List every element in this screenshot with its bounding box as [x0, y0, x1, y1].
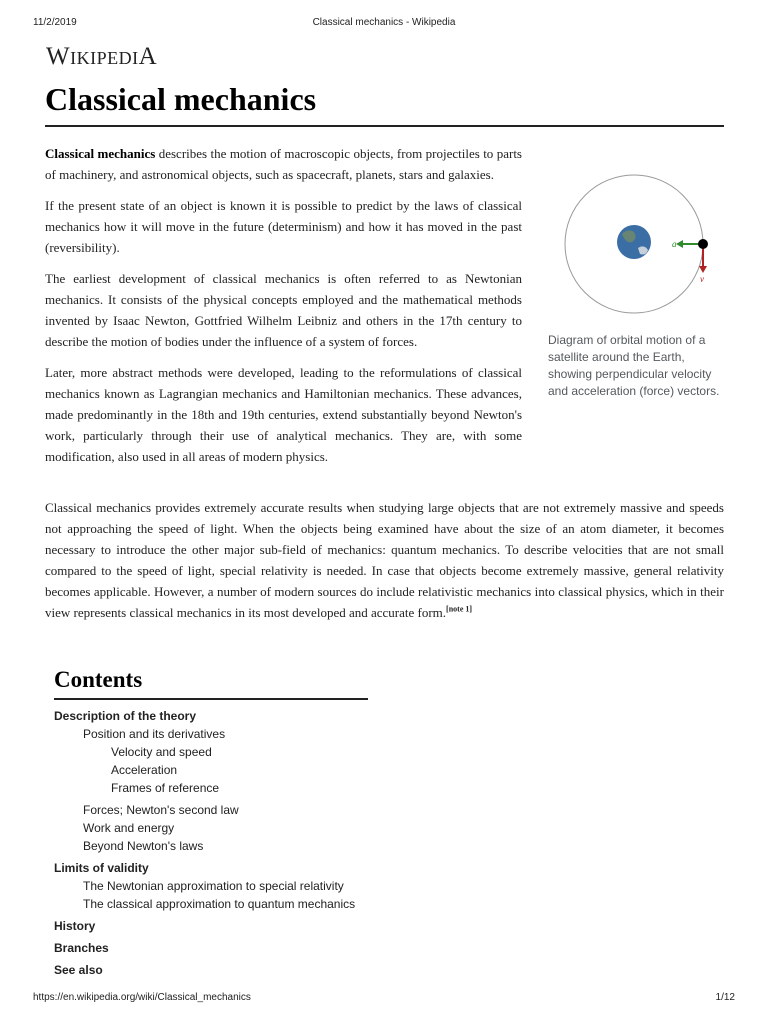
page-number: 1/12 [715, 992, 735, 1003]
orbit-figure [548, 168, 728, 400]
wikipedia-wordmark[interactable] [46, 43, 157, 71]
toc-item-classical-approx[interactable]: The classical approximation to quantum mechanics [83, 897, 356, 911]
orbit-diagram[interactable] [548, 168, 728, 328]
toc-divider [54, 698, 368, 700]
toc-item-forces[interactable]: Forces; Newton's second law [83, 803, 239, 817]
velocity-label: v [700, 274, 704, 284]
scope-text: Classical mechanics provides extremely accurate results when studying large objects that are not extremely massive and speeds not approaching the speed of light. When the objects being examined have about the size of an atom diameter, it becomes necessary to introduce the other major sub-field of mechanics: quantum mechanics. To describe velocities that are not small compared to the speed of light, special relativity is needed. In case that objects become extremely massive, general relativity becomes applicable. However, a number of modern sources do include relativistic mechanics into classical physics, which in their view represents classical mechanics in its most developed and accurate form. [45, 500, 724, 620]
figure-caption: Diagram of orbital motion of a satellite around the Earth, showing perpendicular velocity and acceleration (force) vectors. [548, 333, 720, 398]
paragraph-intro [45, 143, 522, 185]
print-url: https://en.wikipedia.org/wiki/Classical_mechanics [33, 992, 251, 1003]
wordmark-middle: IKIPEDI [70, 48, 139, 68]
acceleration-arrowhead [676, 240, 683, 248]
paragraph-scope [45, 497, 724, 623]
acceleration-label: a [672, 239, 677, 249]
toc-item-history[interactable]: History [54, 919, 96, 933]
toc-item-work[interactable]: Work and energy [83, 821, 175, 835]
table-of-contents [54, 664, 374, 979]
earth-globe [617, 225, 651, 259]
scope-section [45, 497, 724, 623]
title-divider [45, 125, 724, 127]
intro-text: describes the motion of macroscopic objects, from projectiles to parts of machinery, and astronomical objects, such as spacecraft, planets, stars and galaxies. [45, 146, 522, 182]
toc-item-position[interactable]: Position and its derivatives [83, 727, 226, 741]
paragraph-newtonian: The earliest development of classical mechanics is often referred to as Newtonian mechanics. It consists of the physical concepts employed and the mathematical methods invented by Isaac Newton, Gottfried Wilhelm Leibniz and others in the 17th century to describe the motion of bodies under the influence of a system of forces. [45, 271, 522, 349]
toc-item-acceleration[interactable]: Acceleration [111, 763, 178, 777]
toc-item-newtonian-approx[interactable]: The Newtonian approximation to special relativity [83, 879, 344, 893]
toc-item-branches[interactable]: Branches [54, 941, 109, 955]
lead-section [45, 143, 522, 477]
toc-item-description[interactable]: Description of the theory [54, 709, 197, 723]
satellite-dot [698, 239, 708, 249]
paragraph-reformulations: Later, more abstract methods were developed, leading to the reformulations of classical mechanics known as Lagrangian mechanics and Hamiltonian mechanics. These advances, made predominantly in the 18th and 19th centuries, extend substantially beyond Newton's work, particularly through their use of analytical mechanics. They are, with some modification, also used in all areas of modern physics. [45, 365, 522, 464]
print-date: 11/2/2019 [33, 17, 77, 28]
note-1-reference[interactable]: [note 1] [446, 604, 473, 614]
toc-item-see-also[interactable]: See also [54, 963, 103, 977]
intro-bold-term: Classical mechanics [45, 146, 156, 161]
toc-title: Contents [54, 667, 143, 692]
toc-list [54, 707, 374, 979]
toc-item-beyond[interactable]: Beyond Newton's laws [83, 839, 204, 853]
toc-item-limits[interactable]: Limits of validity [54, 861, 149, 875]
toc-item-frames[interactable]: Frames of reference [111, 781, 220, 795]
print-header [33, 17, 735, 31]
velocity-arrowhead [699, 266, 707, 273]
print-title: Classical mechanics - Wikipedia [312, 17, 456, 28]
toc-item-velocity[interactable]: Velocity and speed [111, 745, 212, 759]
page-title: Classical mechanics [45, 81, 317, 117]
paragraph-determinism: If the present state of an object is known it is possible to predict by the laws of classical mechanics how it will move in the future (determinism) and how it has moved in the past (reversibility). [45, 198, 522, 255]
print-footer [33, 992, 735, 1006]
wordmark-initial: W [46, 43, 71, 70]
wordmark-final: A [138, 43, 158, 70]
